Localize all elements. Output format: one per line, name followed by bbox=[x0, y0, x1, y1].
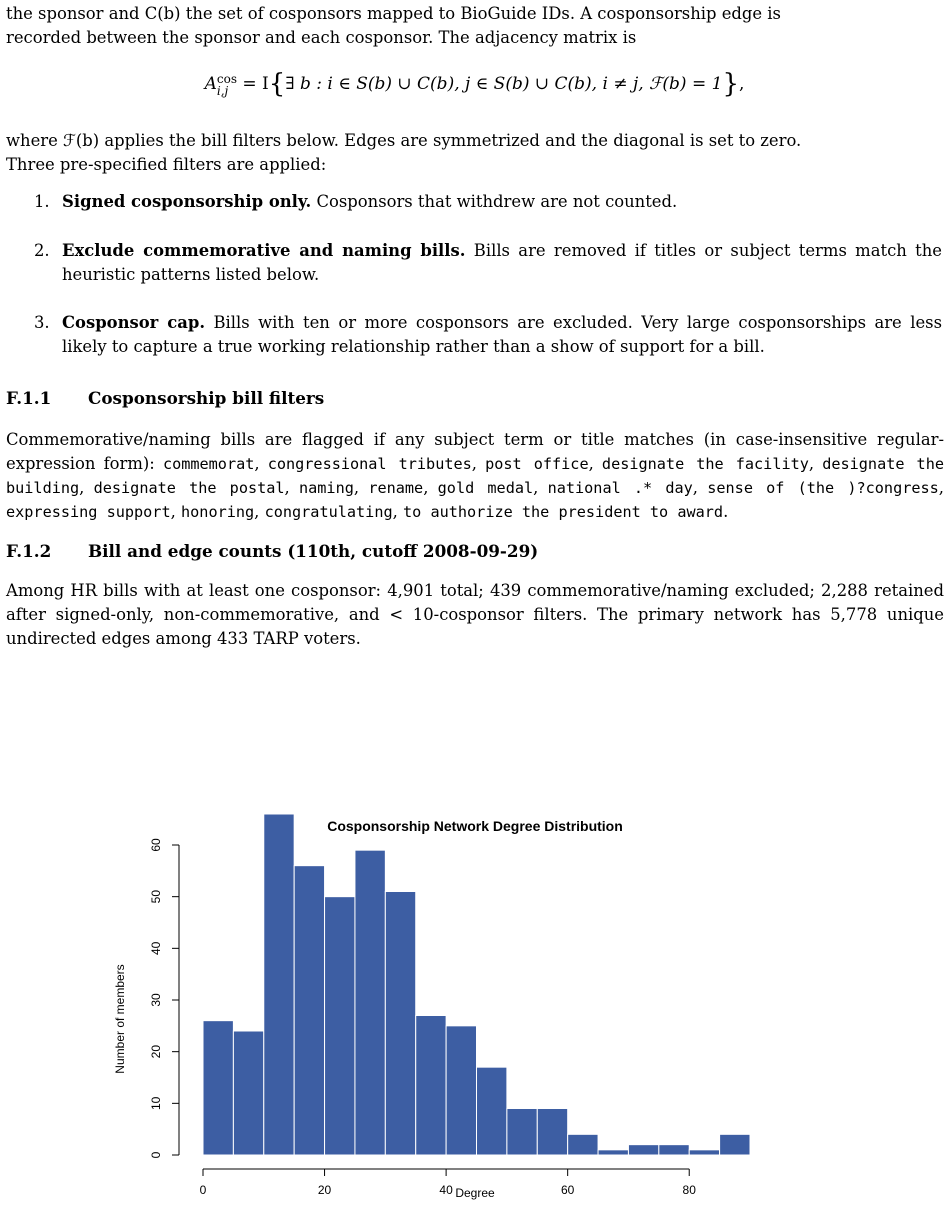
counts-paragraph: Among HR bills with at least one cosponsor: 4,901 total; 439 commemorative/naming excluded; 2,288 retained after signed-only, non-commemorative, and < 10-cosponsor filters. The primary network has 5,778 unique undirected edges among 433 TARP voters. bbox=[6, 581, 944, 648]
y-tick-label: 30 bbox=[149, 993, 163, 1007]
x-tick-label: 0 bbox=[199, 1183, 207, 1197]
histogram-bar bbox=[416, 1016, 446, 1156]
eq-sub: i,j bbox=[216, 84, 229, 98]
pattern: to authorize the president to award bbox=[403, 503, 724, 521]
pattern: designate the building bbox=[6, 455, 944, 497]
section-title: Bill and edge counts (110th, cutoff 2008-09-29) bbox=[88, 541, 539, 561]
pattern: honoring bbox=[181, 503, 255, 521]
histogram-bars bbox=[203, 814, 750, 1155]
x-axis-label: Degree bbox=[455, 1186, 495, 1200]
pattern: post office bbox=[485, 455, 589, 473]
histogram-bar bbox=[507, 1109, 537, 1156]
filter-patterns-paragraph: Commemorative/naming bills are flagged if any subject term or title matches (in case-insensitive regular-expression form): commemorat, congressional tributes, post office, designate the facility, designate the building, designate the postal, naming, rename, gold medal, national .* day, sense of (the )?congress, expressing support, honoring, congratulating, to authorize the president to award. bbox=[6, 430, 945, 521]
histogram-bar bbox=[659, 1145, 689, 1155]
pattern: congratulating bbox=[264, 503, 393, 521]
x-tick-label: 80 bbox=[682, 1183, 696, 1197]
list-number: 3. bbox=[34, 313, 50, 332]
pattern: designate the facility bbox=[601, 455, 809, 473]
eq-close-brace: } bbox=[722, 69, 739, 99]
filter-text: Bills are removed if titles or subject terms match the heuristic patterns listed below. bbox=[62, 241, 942, 284]
section-heading-f12 bbox=[6, 539, 538, 563]
eq-open-brace: { bbox=[268, 69, 286, 99]
filter-title: Cosponsor cap. bbox=[62, 313, 206, 332]
histogram-bar bbox=[446, 1026, 476, 1155]
y-tick-label: 40 bbox=[149, 941, 163, 956]
eq-rhs-start: = I bbox=[242, 74, 269, 94]
histogram-bar bbox=[355, 850, 385, 1155]
pattern: designate the postal bbox=[93, 479, 285, 497]
intro-line-1: the sponsor and C(b) the set of cosponsors mapped to BioGuide IDs. A cosponsorship edge is bbox=[6, 4, 781, 23]
histogram-bar bbox=[568, 1134, 598, 1155]
pattern: sense of (the )?congress bbox=[707, 479, 939, 497]
pattern: rename bbox=[368, 479, 424, 497]
pattern: congressional tributes bbox=[267, 455, 472, 473]
histogram-bar bbox=[477, 1067, 507, 1155]
after-eq-line-1: where ℱ(b) applies the bill filters below. Edges are symmetrized and the diagonal is set to zero. bbox=[6, 131, 802, 150]
filter-text: Cosponsors that withdrew are not counted. bbox=[311, 192, 678, 211]
filter-text: Bills with ten or more cosponsors are excluded. Very large cosponsorships are less likely to capture a true working relationship rather than a show of support for a bill. bbox=[62, 313, 942, 356]
section-heading-f11 bbox=[6, 386, 324, 410]
y-tick-label: 60 bbox=[149, 838, 163, 852]
histogram-bar bbox=[325, 897, 355, 1155]
histogram-bar bbox=[598, 1150, 628, 1155]
after-equation-paragraph bbox=[6, 129, 944, 177]
x-tick-label: 60 bbox=[560, 1183, 575, 1197]
intro-paragraph bbox=[6, 2, 944, 50]
patterns-intro: Commemorative/naming bills are flagged if any subject term or title matches (in case-insensitive regular-expression form): bbox=[6, 430, 944, 473]
x-tick-label: 20 bbox=[317, 1183, 332, 1197]
filter-title: Signed cosponsorship only. bbox=[62, 192, 312, 211]
chart-title: Cosponsorship Network Degree Distribution bbox=[327, 818, 623, 834]
histogram-bar bbox=[720, 1134, 750, 1155]
eq-sup: cos bbox=[216, 72, 237, 86]
after-eq-line-2: Three pre-specified filters are applied: bbox=[6, 155, 327, 174]
section-number: F.1.2 bbox=[6, 541, 52, 561]
y-tick-label: 10 bbox=[149, 1096, 163, 1111]
intro-line-2: recorded between the sponsor and each cosponsor. The adjacency matrix is bbox=[6, 28, 637, 47]
list-item bbox=[34, 311, 942, 359]
y-tick-label: 20 bbox=[149, 1044, 163, 1059]
pattern: naming bbox=[299, 479, 354, 497]
list-number: 1. bbox=[34, 192, 50, 211]
histogram-bar bbox=[537, 1109, 567, 1156]
list-item bbox=[34, 239, 942, 287]
histogram-bar bbox=[264, 814, 294, 1155]
histogram-bar bbox=[689, 1150, 719, 1155]
eq-lhs: A bbox=[204, 74, 217, 94]
list-number: 2. bbox=[34, 241, 50, 260]
filter-title: Exclude commemorative and naming bills. bbox=[62, 241, 466, 260]
y-tick-label: 50 bbox=[149, 889, 163, 904]
x-axis bbox=[200, 1169, 697, 1197]
degree-distribution-chart bbox=[0, 808, 949, 1207]
histogram-bar bbox=[385, 892, 415, 1156]
x-tick-label: 40 bbox=[439, 1183, 453, 1197]
section-title: Cosponsorship bill filters bbox=[88, 388, 325, 408]
eq-tail: , bbox=[738, 74, 745, 94]
pattern: gold medal bbox=[437, 479, 534, 497]
histogram-bar bbox=[203, 1021, 233, 1155]
pattern: expressing support bbox=[6, 503, 171, 521]
y-axis bbox=[149, 838, 179, 1158]
pattern: commemorat bbox=[162, 455, 255, 473]
section-number: F.1.1 bbox=[6, 388, 52, 408]
adjacency-equation bbox=[0, 69, 949, 99]
y-tick-label: 0 bbox=[149, 1151, 163, 1159]
eq-body: ∃ b : i ∈ S(b) ∪ C(b), j ∈ S(b) ∪ C(b), i ≠ j, ℱ(b) = 1 bbox=[285, 74, 723, 94]
list-item bbox=[34, 190, 942, 214]
pattern: national .* day bbox=[547, 479, 693, 497]
histogram-bar bbox=[294, 866, 324, 1155]
y-axis-label: Number of members bbox=[113, 964, 127, 1074]
histogram-bar bbox=[233, 1031, 263, 1155]
histogram-bar bbox=[628, 1145, 658, 1155]
